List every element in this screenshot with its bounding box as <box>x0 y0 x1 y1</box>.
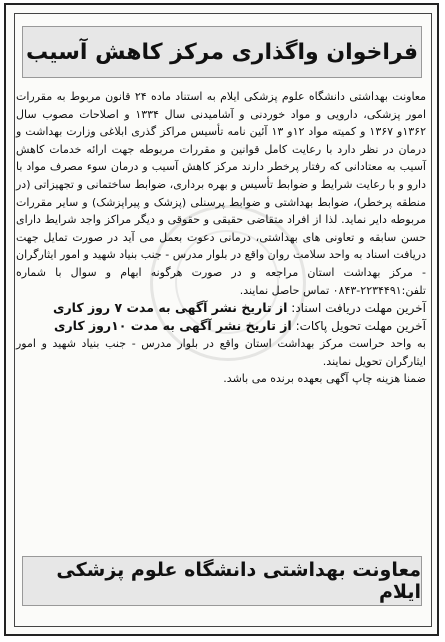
deadline-documents-value: از تاریخ نشر آگهی به مدت ۷ روز کاری <box>53 300 288 316</box>
notice-footer: معاونت بهداشتی دانشگاه علوم پزشکی ایلام <box>22 556 422 606</box>
deadline-envelopes-value: از تاریخ نشر آگهی به مدت ۱۰روز کاری <box>54 318 292 334</box>
deadline-envelopes <box>16 317 426 335</box>
notice-body <box>16 88 426 388</box>
notice-main-paragraph: معاونت بهداشتی دانشگاه علوم پزشکی ایلام به استناد ماده ۲۴ قانون مربوط به مقررات امور پزشکی، دارویی و مواد خوردنی و آشامیدنی سال ۱۳۳۴ و اصلاحات مصوب سال ۱۳۶۲و ۱۳۶۷ و کمیته مواد ۱۲و ۱۳ آئین نامه تأسیس مراکز گذری ابلاغی وزارت بهداشت و درمان در نظر دارد با رعایت کامل قوانین و مقررات مربوطه جهت ارائه خدمات کاهش آسیب به معتادانی که رفتار پرخطر دارند مرکز کاهش آسیب و درمان سوء مصرف مواد با دارو و با رعایت شرایط و ضوابط تأسیس و بهره برداری، ضوابط ساختمانی و تجهیزاتی (در منطقه پرخطر)، ضوابط بهداشتی و ضوابط پرسنلی (پزشک و پیراپزشک) و سایر مقررات مربوطه دایر نماید. لذا از افراد متقاضی حقیقی و حقوقی و دیگر مراکز واجد شرایط دارای حسن سابقه و تعاونی های بهداشتی، درمانی دعوت بعمل می آید در صورت تمایل جهت دریافت اسناد به واحد سلامت روان واقع در بلوار مدرس - جنب بنیاد شهید و امور ایثارگران - مرکز بهداشت استان مراجعه و در صورت هرگونه ابهام و سوال با شماره تلفن:۲۲۳۴۴۹۱-۰۸۴۳ تماس حاصل نمایند. <box>16 90 426 297</box>
fee-note: ضمنا هزینه چاپ آگهی بعهده برنده می باشد. <box>223 372 426 386</box>
deadline-envelopes-label: آخرین مهلت تحویل پاکات: <box>295 319 426 334</box>
delivery-text: به واحد حراست مرکز بهداشت استان واقع در بلوار مدرس - جنب بنیاد شهید و امور ایثارگران تحویل نمایند. <box>16 337 426 368</box>
notice-title: فراخوان واگذاری مرکز کاهش آسیب <box>22 26 422 78</box>
deadline-documents <box>16 299 426 317</box>
deadline-documents-label: آخرین مهلت دریافت اسناد: <box>291 301 426 316</box>
